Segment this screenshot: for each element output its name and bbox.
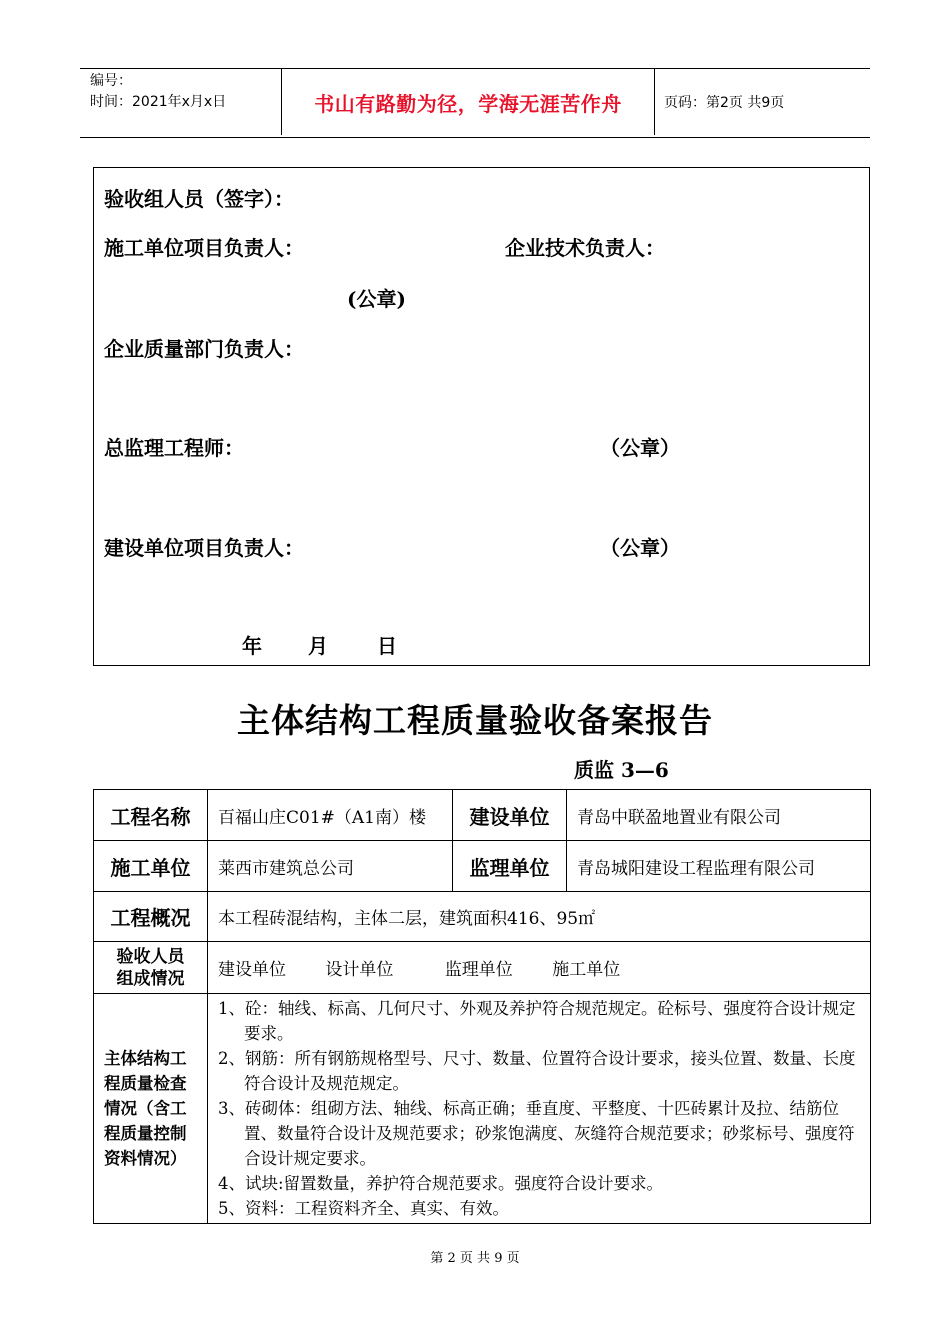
inspect-item: 3、砖砌体：组砌方法、轴线、标高正确；垂直度、平整度、十匹砖累计及拉、结筋位置、数量符合设计及规范要求；砂浆饱满度、灰缝符合规范要求；砂浆标号、强度符合设计规定要求。 — [218, 1099, 855, 1168]
member-item: 设计单位 — [325, 960, 394, 980]
tech-lead-label: 企业技术负责人： — [505, 236, 665, 260]
inspect-content — [208, 994, 871, 1224]
owner-pm-label: 建设单位项目负责人： — [104, 536, 304, 560]
chief-supervisor-label: 总监理工程师： — [104, 436, 244, 460]
overview-label: 工程概况 — [94, 892, 208, 942]
table-row — [94, 790, 871, 841]
members-label-line: 验收人员 — [116, 946, 185, 967]
inspect-label-line: 主体结构工 — [104, 1049, 187, 1068]
project-name-value: 百福山庄C01#（A1南）楼 — [208, 790, 453, 841]
table-row — [94, 841, 871, 892]
member-item: 施工单位 — [552, 960, 621, 980]
header-page-label: 页码：第2页 共9页 — [664, 95, 785, 111]
overview-value: 本工程砖混结构，主体二层，建筑面积416、95㎡ — [208, 892, 871, 942]
contractor-pm-label: 施工单位项目负责人： — [104, 236, 304, 260]
members-value — [208, 942, 871, 994]
seal-label: （公章） — [600, 436, 680, 460]
owner-value: 青岛中联盈地置业有限公司 — [567, 790, 871, 841]
inspect-item: 4、试块:留置数量，养护符合规范要求。强度符合设计要求。 — [218, 1174, 664, 1193]
acceptance-group-label: 验收组人员（签字）： — [104, 187, 294, 211]
members-label-line: 组成情况 — [116, 968, 185, 989]
inspect-label-line: 程质量控制 — [104, 1124, 187, 1143]
members-label — [94, 942, 208, 994]
serial-label: 编号： — [90, 73, 132, 89]
date-year: 年 — [242, 634, 262, 658]
signature-box — [93, 167, 870, 666]
document-title: 主体结构工程质量验收备案报告 — [237, 701, 713, 740]
page-footer: 第 2 页 共 9 页 — [430, 1251, 520, 1266]
seal-label: (公章) — [347, 287, 406, 311]
inspect-item: 5、资料：工程资料齐全、真实、有效。 — [218, 1199, 509, 1218]
owner-label: 建设单位 — [453, 790, 567, 841]
inspect-label-line: 情况（含工 — [104, 1099, 187, 1118]
member-item: 监理单位 — [444, 960, 513, 980]
date-day: 日 — [377, 634, 397, 658]
inspect-label — [94, 994, 208, 1224]
table-row — [94, 892, 871, 942]
quality-dept-label: 企业质量部门负责人： — [104, 337, 304, 361]
table-row — [94, 942, 871, 994]
inspect-item: 2、钢筋：所有钢筋规格型号、尺寸、数量、位置符合设计要求，接头位置、数量、长度符合设计及规范规定。 — [218, 1049, 856, 1093]
inspect-label-line: 资料情况） — [104, 1149, 187, 1168]
date-month: 月 — [308, 634, 328, 658]
report-table — [93, 789, 871, 1224]
contractor-label: 施工单位 — [94, 841, 208, 892]
supervisor-label: 监理单位 — [453, 841, 567, 892]
header-meta — [90, 71, 226, 113]
table-row — [94, 994, 871, 1224]
member-item: 建设单位 — [218, 960, 286, 980]
inspect-label-line: 程质量检查 — [104, 1074, 187, 1093]
form-code: 质监 3—6 — [574, 758, 669, 782]
inspect-item: 1、砼：轴线、标高、几何尺寸、外观及养护符合规范规定。砼标号、强度符合设计规定要求。 — [218, 999, 856, 1043]
header-motto: 书山有路勤为径，学海无涯苦作舟 — [281, 69, 655, 135]
project-name-label: 工程名称 — [94, 790, 208, 841]
contractor-value: 莱西市建筑总公司 — [208, 841, 453, 892]
seal-label: （公章） — [600, 536, 680, 560]
page-header — [80, 68, 870, 138]
time-label: 时间：2021年x月x日 — [90, 94, 227, 110]
supervisor-value: 青岛城阳建设工程监理有限公司 — [567, 841, 871, 892]
